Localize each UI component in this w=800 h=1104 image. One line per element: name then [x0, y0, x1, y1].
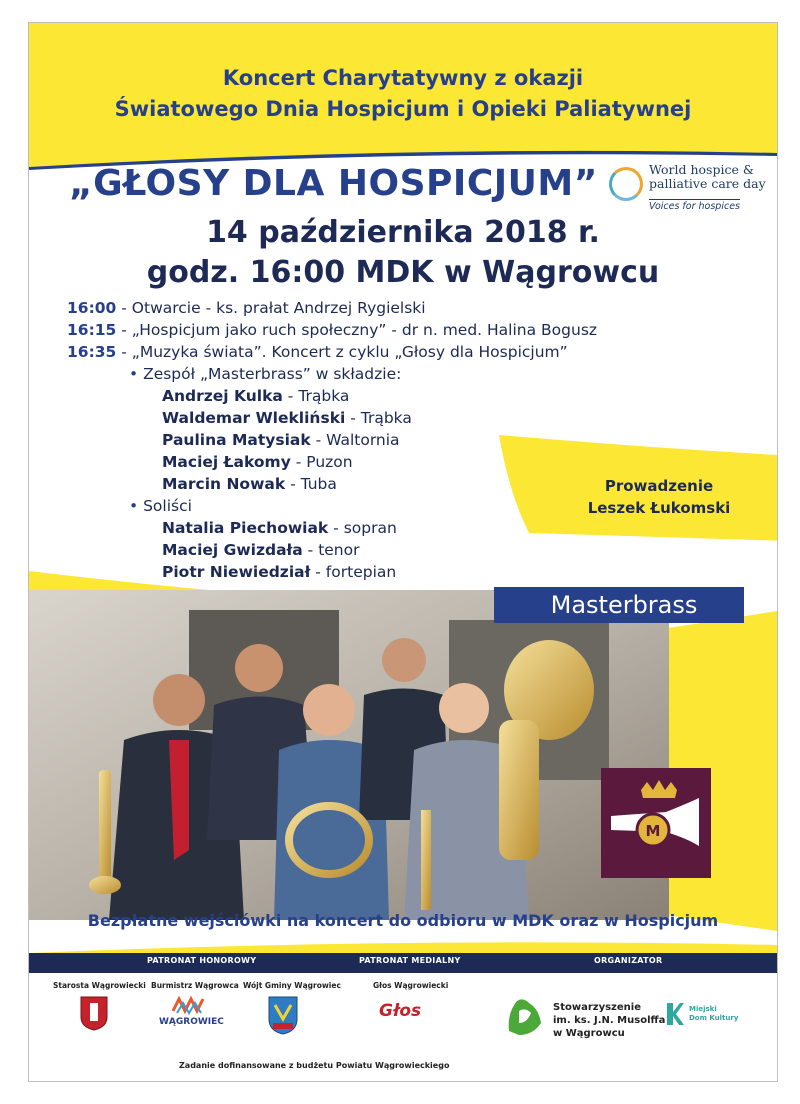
member-role: - Waltornia: [310, 431, 400, 449]
member-role: - Puzon: [290, 453, 353, 471]
program-item: [67, 341, 597, 363]
soloists-heading: [67, 495, 597, 517]
mdk-logo-icon: [665, 1001, 685, 1027]
trumpet-crown-icon: [601, 768, 711, 878]
powiat-crest-icon: [79, 995, 109, 1031]
member-name: Andrzej Kulka: [162, 387, 283, 405]
organizer-name: [553, 1001, 665, 1040]
program-item: [67, 319, 597, 341]
soloist-name: Piotr Niewiedział: [162, 563, 311, 581]
bullet-icon: •: [129, 497, 144, 515]
host-name: Leszek Łukomski: [587, 499, 731, 517]
funding-note: Zadanie dofinansowane z budżetu Powiatu Wągrowieckiego: [179, 1061, 450, 1070]
gmina-crest-icon: [267, 995, 299, 1035]
logo-line-2: palliative care day: [649, 176, 766, 191]
stowarzyszenie-logo-icon: [503, 993, 547, 1037]
event-date: 14 października 2018 r.: [206, 215, 600, 250]
hospice-circle-icon: [609, 167, 643, 201]
band-photo: [29, 590, 669, 920]
bullet-icon: •: [129, 365, 144, 383]
organizer-line-1: Stowarzyszenie: [553, 1002, 641, 1013]
ensemble-heading-text: Zespół „Masterbrass” w składzie:: [143, 365, 402, 383]
masterbrass-emblem: [601, 768, 711, 878]
organizer-line-3: w Wągrowcu: [553, 1028, 625, 1039]
glos-label: Głos Wągrowiecki: [373, 981, 449, 990]
program-list: [67, 297, 597, 583]
glos-logo-text: Głos: [379, 1001, 422, 1021]
ensemble-member: [67, 407, 597, 429]
mdk-line-2: Dom Kultury: [689, 1014, 739, 1022]
ensemble-member: [67, 385, 597, 407]
soloist: [67, 517, 597, 539]
logo-tagline: Voices for hospices: [649, 201, 740, 212]
ensemble-member: [67, 473, 597, 495]
soloist: [67, 539, 597, 561]
event-time-place: godz. 16:00 MDK w Wągrowcu: [146, 255, 660, 290]
soloist-name: Maciej Gwizdała: [162, 541, 303, 559]
soloist-role: - tenor: [302, 541, 360, 559]
logo-line-1: World hospice &: [649, 162, 754, 177]
svg-text:M: M: [645, 822, 661, 840]
soloist-role: - fortepian: [310, 563, 397, 581]
ensemble-heading: [67, 363, 597, 385]
media-patronage-label: PATRONAT MEDIALNY: [359, 956, 461, 965]
member-name: Paulina Matysiak: [162, 431, 311, 449]
honorary-patronage-label: PATRONAT HONOROWY: [147, 956, 257, 965]
program-time: 16:15: [67, 321, 117, 339]
organizer-label: ORGANIZATOR: [594, 956, 663, 965]
member-role: - Trąbka: [345, 409, 412, 427]
wagrowiec-logo-icon: [169, 995, 209, 1015]
soloists-heading-text: Soliści: [143, 497, 192, 515]
heading-line-1: Koncert Charytatywny z okazji: [222, 66, 584, 90]
member-name: Waldemar Wlekliński: [162, 409, 346, 427]
member-role: - Tuba: [285, 475, 337, 493]
masterbrass-label: Masterbrass: [550, 591, 698, 619]
ensemble-member: [67, 429, 597, 451]
mdk-line-1: Miejski: [689, 1005, 717, 1013]
burmistrz-label: Burmistrz Wągrowca: [151, 981, 239, 990]
program-time: 16:00: [67, 299, 117, 317]
member-name: Marcin Nowak: [162, 475, 286, 493]
world-hospice-logo: [609, 161, 769, 217]
soloist-name: Natalia Piechowiak: [162, 519, 329, 537]
wojt-label: Wójt Gminy Wągrowiec: [243, 981, 341, 990]
band-photo-image: [29, 590, 669, 920]
program-item: [67, 297, 597, 319]
member-name: Maciej Łakomy: [162, 453, 291, 471]
soloist-role: - sopran: [328, 519, 397, 537]
host-label: Prowadzenie: [604, 477, 714, 495]
ensemble-member: [67, 451, 597, 473]
member-role: - Trąbka: [282, 387, 350, 405]
main-title: „GŁOSY DLA HOSPICJUM”: [69, 163, 598, 204]
mdk-name: [689, 1005, 738, 1023]
poster: [28, 22, 778, 1082]
tickets-info: Bezpłatne wejściówki na koncert do odbioru w MDK oraz w Hospicjum: [87, 911, 719, 930]
program-text: - Otwarcie - ks. prałat Andrzej Rygielski: [116, 299, 426, 317]
heading-line-2: Światowego Dnia Hospicjum i Opieki Paliatywnej: [114, 97, 692, 121]
logo-text: [649, 163, 766, 191]
program-text: - „Hospicjum jako ruch społeczny” - dr n. med. Halina Bogusz: [116, 321, 598, 339]
program-time: 16:35: [67, 343, 117, 361]
program-text: - „Muzyka świata”. Koncert z cyklu „Głosy dla Hospicjum”: [116, 343, 568, 361]
wagrowiec-logo-text: WĄGROWIEC: [159, 1017, 224, 1027]
starosta-label: Starosta Wągrowiecki: [53, 981, 146, 990]
concert-heading: [29, 63, 777, 125]
organizer-line-2: im. ks. J.N. Musolffa: [553, 1015, 666, 1026]
